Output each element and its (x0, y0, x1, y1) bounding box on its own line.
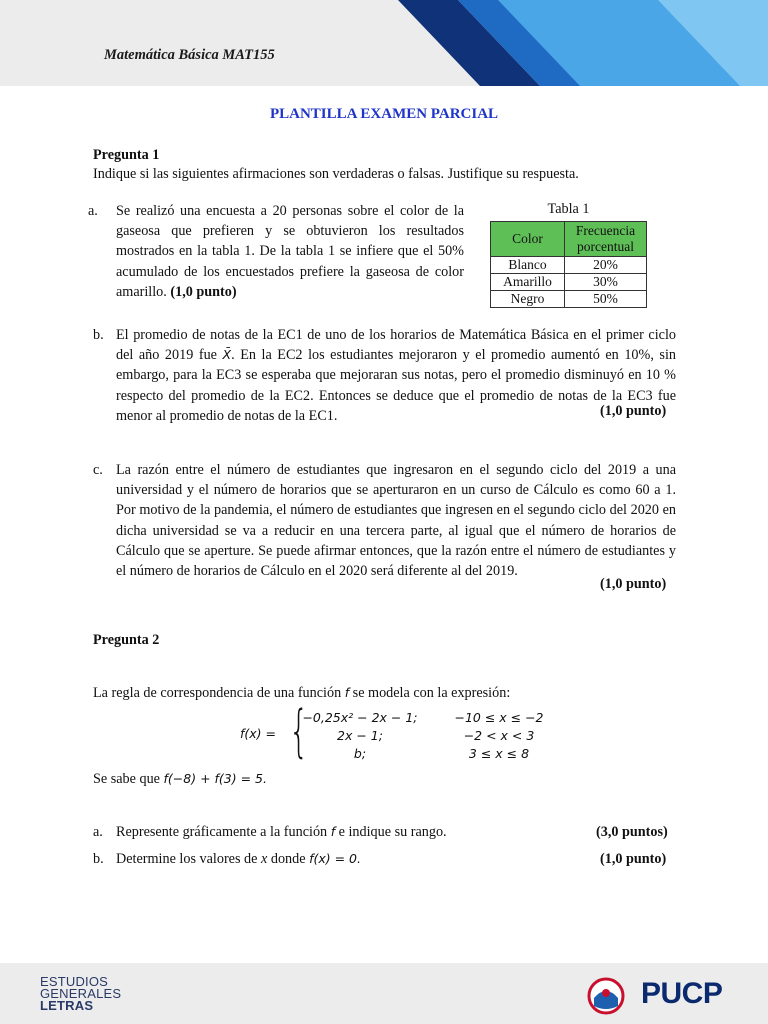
case-expression: 2x − 1; (337, 728, 383, 743)
question-2-heading: Pregunta 2 (93, 632, 160, 648)
header-stripes-graphic (368, 0, 768, 86)
eg-logo-line: ESTUDIOS (40, 974, 109, 989)
case-expression: −0,25x² − 2x − 1; (302, 710, 418, 725)
frequency-table (490, 221, 647, 308)
pucp-seal-icon (584, 976, 636, 1016)
table-row (491, 291, 647, 308)
table-cell: 30% (565, 274, 647, 291)
q2-item-b-body-start: Determine los valores de (116, 851, 258, 867)
item-c-marker: c. (93, 462, 103, 478)
q2-item-b-points: (1,0 punto) (600, 851, 667, 867)
table-header-color: Color (491, 222, 565, 257)
table-header-frequency: Frecuencia porcentual (565, 222, 647, 257)
eg-logo-line: LETRAS (40, 998, 94, 1013)
eg-logo-line: GENERALES (40, 986, 122, 1001)
item-b-body-start: El promedio de notas de la EC1 de uno de los horarios de Matemática Básica en el primer ciclo del año 2019 fue (116, 327, 676, 364)
item-c-text: La razón entre el número de estudiantes que ingresaron en el segundo ciclo del 2019 a una universidad y el número de horarios que se aperturaron en un curso de Cálculo es como 60 a 1. Por motivo de la pandemia, el número de estudiantes que ingresen en el segundo ciclo del 2020 en dicha universidad se va a reducir en una tercera parte, al igual que el número de horarios de Cálculo que se aperture. Se puede afirmar entonces, que la razón entre el número de estudiantes y el número de horarios de Cálculo en el 2020 será diferente al del 2019. (116, 462, 676, 580)
piecewise-function (240, 699, 544, 768)
question-2-intro-end: se modela con la expresión: (352, 685, 511, 701)
function-symbol: f (330, 824, 336, 839)
table-row (491, 257, 647, 274)
q2-item-a-body-start: Represente gráficamente a la función (116, 824, 328, 840)
known-condition-equation: f(−8) + f(3) = 5. (163, 771, 267, 786)
known-condition-text: Se sabe que (93, 771, 160, 787)
q2-item-b-body-mid: donde (270, 851, 306, 867)
known-condition (93, 769, 267, 789)
question-2-intro (93, 683, 653, 703)
q2-item-a-body-end: e indique su rango. (338, 824, 447, 840)
item-c-points: (1,0 punto) (600, 576, 667, 592)
q2-item-b-equation: f(x) = 0. (309, 851, 361, 866)
table-row (491, 274, 647, 291)
case-condition: −2 < x < 3 (463, 728, 535, 743)
question-2-intro-start: La regla de correspondencia de una función (93, 685, 342, 701)
item-a-points: (1,0 punto) (170, 283, 237, 300)
item-b-points: (1,0 punto) (600, 403, 667, 419)
page-title: PLANTILLA EXAMEN PARCIAL (269, 106, 499, 122)
item-a-marker: a. (88, 203, 98, 219)
function-symbol: f (344, 685, 350, 700)
table-caption: Tabla 1 (547, 201, 590, 217)
question-1-intro: Indique si las siguientes afirmaciones son verdaderas o falsas. Justifique su respuesta. (93, 166, 579, 182)
case-condition: 3 ≤ x ≤ 8 (468, 746, 530, 761)
item-b-text (116, 325, 676, 426)
case-condition: −10 ≤ x ≤ −2 (454, 710, 544, 725)
q2-item-b-text (116, 849, 556, 869)
pucp-logo-text: PUCP (641, 977, 723, 1010)
table-cell: 50% (565, 291, 647, 308)
xbar-symbol: X̄ (222, 347, 232, 363)
table-cell: Negro (491, 291, 565, 308)
q2-item-a-marker: a. (93, 824, 103, 840)
question-1-heading: Pregunta 1 (93, 147, 160, 163)
q2-item-a-points: (3,0 puntos) (596, 824, 668, 840)
estudios-generales-logo (40, 976, 121, 1012)
table-cell: Blanco (491, 257, 565, 274)
variable-x: x (260, 851, 268, 867)
case-expression: b; (353, 746, 367, 761)
item-a-text (116, 201, 464, 302)
item-a-body: Se realizó una encuesta a 20 personas sobre el color de la gaseosa que prefieren y se obtuvieron los resultados mostrados en la tabla 1. De la tabla 1 se infiere que el 50% acumulado de los encuestados prefiere la gaseosa de color amarillo. (116, 203, 464, 300)
table-cell: Amarillo (491, 274, 565, 291)
table-cell: 20% (565, 257, 647, 274)
item-b-marker: b. (93, 327, 104, 343)
page-header (0, 0, 768, 86)
course-name: Matemática Básica MAT155 (104, 47, 275, 63)
q2-item-b-marker: b. (93, 851, 104, 867)
q2-item-a-text (116, 822, 556, 842)
left-brace: { (289, 699, 309, 764)
item-b-body-end: . En la EC2 los estudiantes mejoraron y el promedio aumentó en 10%, sin embargo, para la EC3 se esperaba que mejoraran sus notas, pero el promedio disminuyó en 10 % respecto del promedio de la EC2. Entonces se deduce que el promedio de notas de la EC3 fue menor al promedio de notas de la EC1. (116, 347, 676, 424)
piecewise-lhs: f(x) = (240, 726, 276, 741)
